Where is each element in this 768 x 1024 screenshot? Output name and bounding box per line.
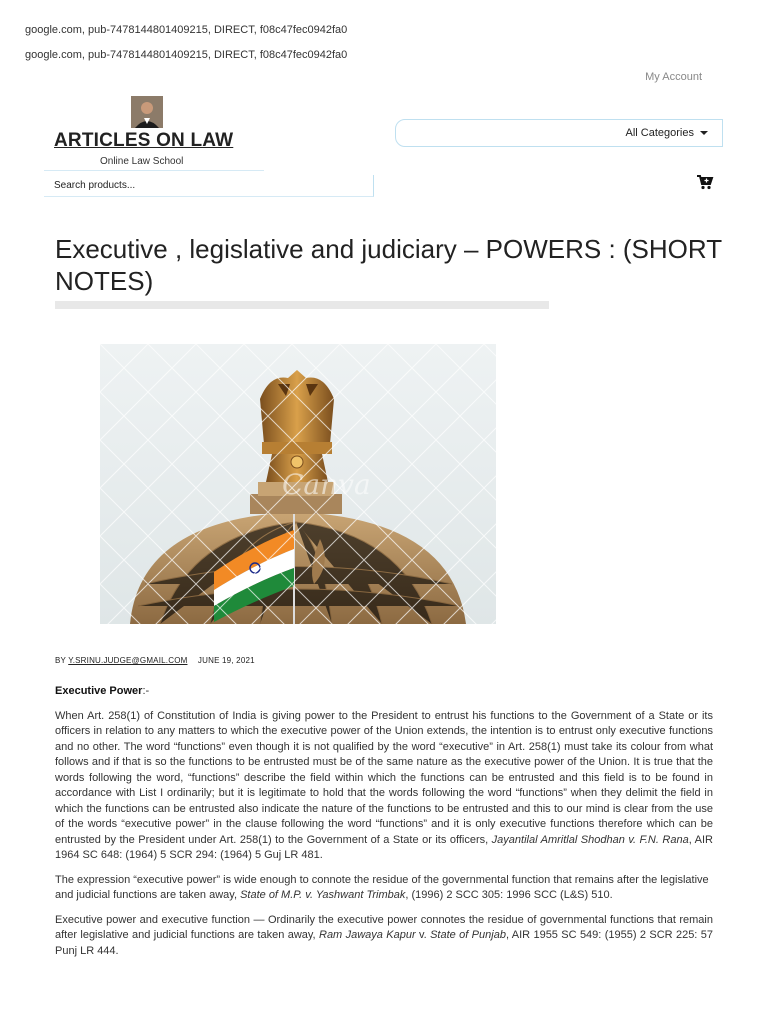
case-name: State of M.P. v. Yashwant Trimbak xyxy=(240,889,406,901)
case-name: Jayantilal Amritlal Shodhan v. F.N. Rana xyxy=(491,833,689,846)
ads-txt-line: google.com, pub-7478144801409215, DIRECT, f08c47fec0942fa0 xyxy=(25,24,348,36)
cart-icon[interactable] xyxy=(696,174,714,190)
case-name: Ram Jawaya Kapur xyxy=(319,929,416,941)
featured-image xyxy=(100,344,496,624)
category-dropdown-label: All Categories xyxy=(625,127,694,139)
site-tagline: Online Law School xyxy=(100,156,184,167)
my-account-link[interactable]: My Account xyxy=(645,71,702,83)
citation: , AIR 1964 SC 648: (1964) 5 SCR 294: (1964) 5 Guj LR 481. xyxy=(55,833,713,861)
paragraph xyxy=(55,913,713,960)
paragraph-text: When Art. 258(1) of Constitution of India is giving power to the President to entrust his functions to the Government of a State or its officers in relation to any matters to which the executive power of the Union extends, the intention is to entrust only executive functions and no other. The word “functions” even though it is not qualified by the word “executive” in Art. 258(1) must take its colour from what follows and if that is so the functions to be entrusted must be of the same nature as the executive power of the Union. It is true that the words following the word, “functions” describe the field within which the functions can be entrusted and this field is to be found in accordance with List I ordinarily; but it is legitimate to hold that the words following the word “functions” when they delimit the field in which the functions can be entrusted also indicate the nature of the functions to be entrusted and this to our mind is clear from the use of the words “executive power” in the clause following the word “functions” and it is only executive functions therefore which can be entrusted by the President under Art. 258(1) to the Government of a State or its officers, xyxy=(55,709,713,846)
divider xyxy=(44,170,264,171)
section-heading: Executive Power xyxy=(55,685,143,697)
paragraph-text: Executive power and executive function — Ordinarily the executive power connotes the residue of governmental functions that remain after legislative and judicial functions are taken away, xyxy=(55,913,713,941)
citation: , AIR 1955 SC 549: (1955) 2 SCR 225: 57 Punj LR 444. xyxy=(55,929,713,957)
chevron-down-icon xyxy=(700,131,708,135)
article-content xyxy=(55,684,713,968)
category-dropdown[interactable] xyxy=(626,127,708,139)
paragraph xyxy=(55,709,713,864)
paragraph xyxy=(55,873,713,904)
citation: , (1996) 2 SCC 305: 1996 SCC (L&S) 510. xyxy=(405,889,613,901)
paragraph-text: The expression “executive power” is wide enough to connote the residue of the governmental function that remains after the legislative and judicial functions are taken away, xyxy=(55,873,709,901)
site-title-link[interactable]: ARTICLES ON LAW xyxy=(54,130,234,151)
author-link[interactable]: Y.SRINU.JUDGE@GMAIL.COM xyxy=(68,656,188,665)
case-connector: v. xyxy=(415,929,431,941)
post-meta xyxy=(55,656,255,665)
category-search-bar[interactable] xyxy=(395,119,723,147)
case-name: State of Punjab xyxy=(430,929,506,941)
search-input[interactable] xyxy=(44,176,364,195)
avatar xyxy=(131,96,163,128)
section-heading-suffix: :- xyxy=(142,685,150,697)
article-title: Executive , legislative and judiciary – POWERS : (SHORT NOTES) xyxy=(55,234,722,296)
ads-txt-line: google.com, pub-7478144801409215, DIRECT, f08c47fec0942fa0 xyxy=(25,49,348,61)
product-search[interactable] xyxy=(44,175,374,197)
image-watermark: Canva xyxy=(282,468,371,501)
section-heading-line xyxy=(55,684,713,700)
post-date: JUNE 19, 2021 xyxy=(197,656,255,665)
title-underline xyxy=(55,301,549,309)
byline-prefix: BY xyxy=(55,656,66,665)
